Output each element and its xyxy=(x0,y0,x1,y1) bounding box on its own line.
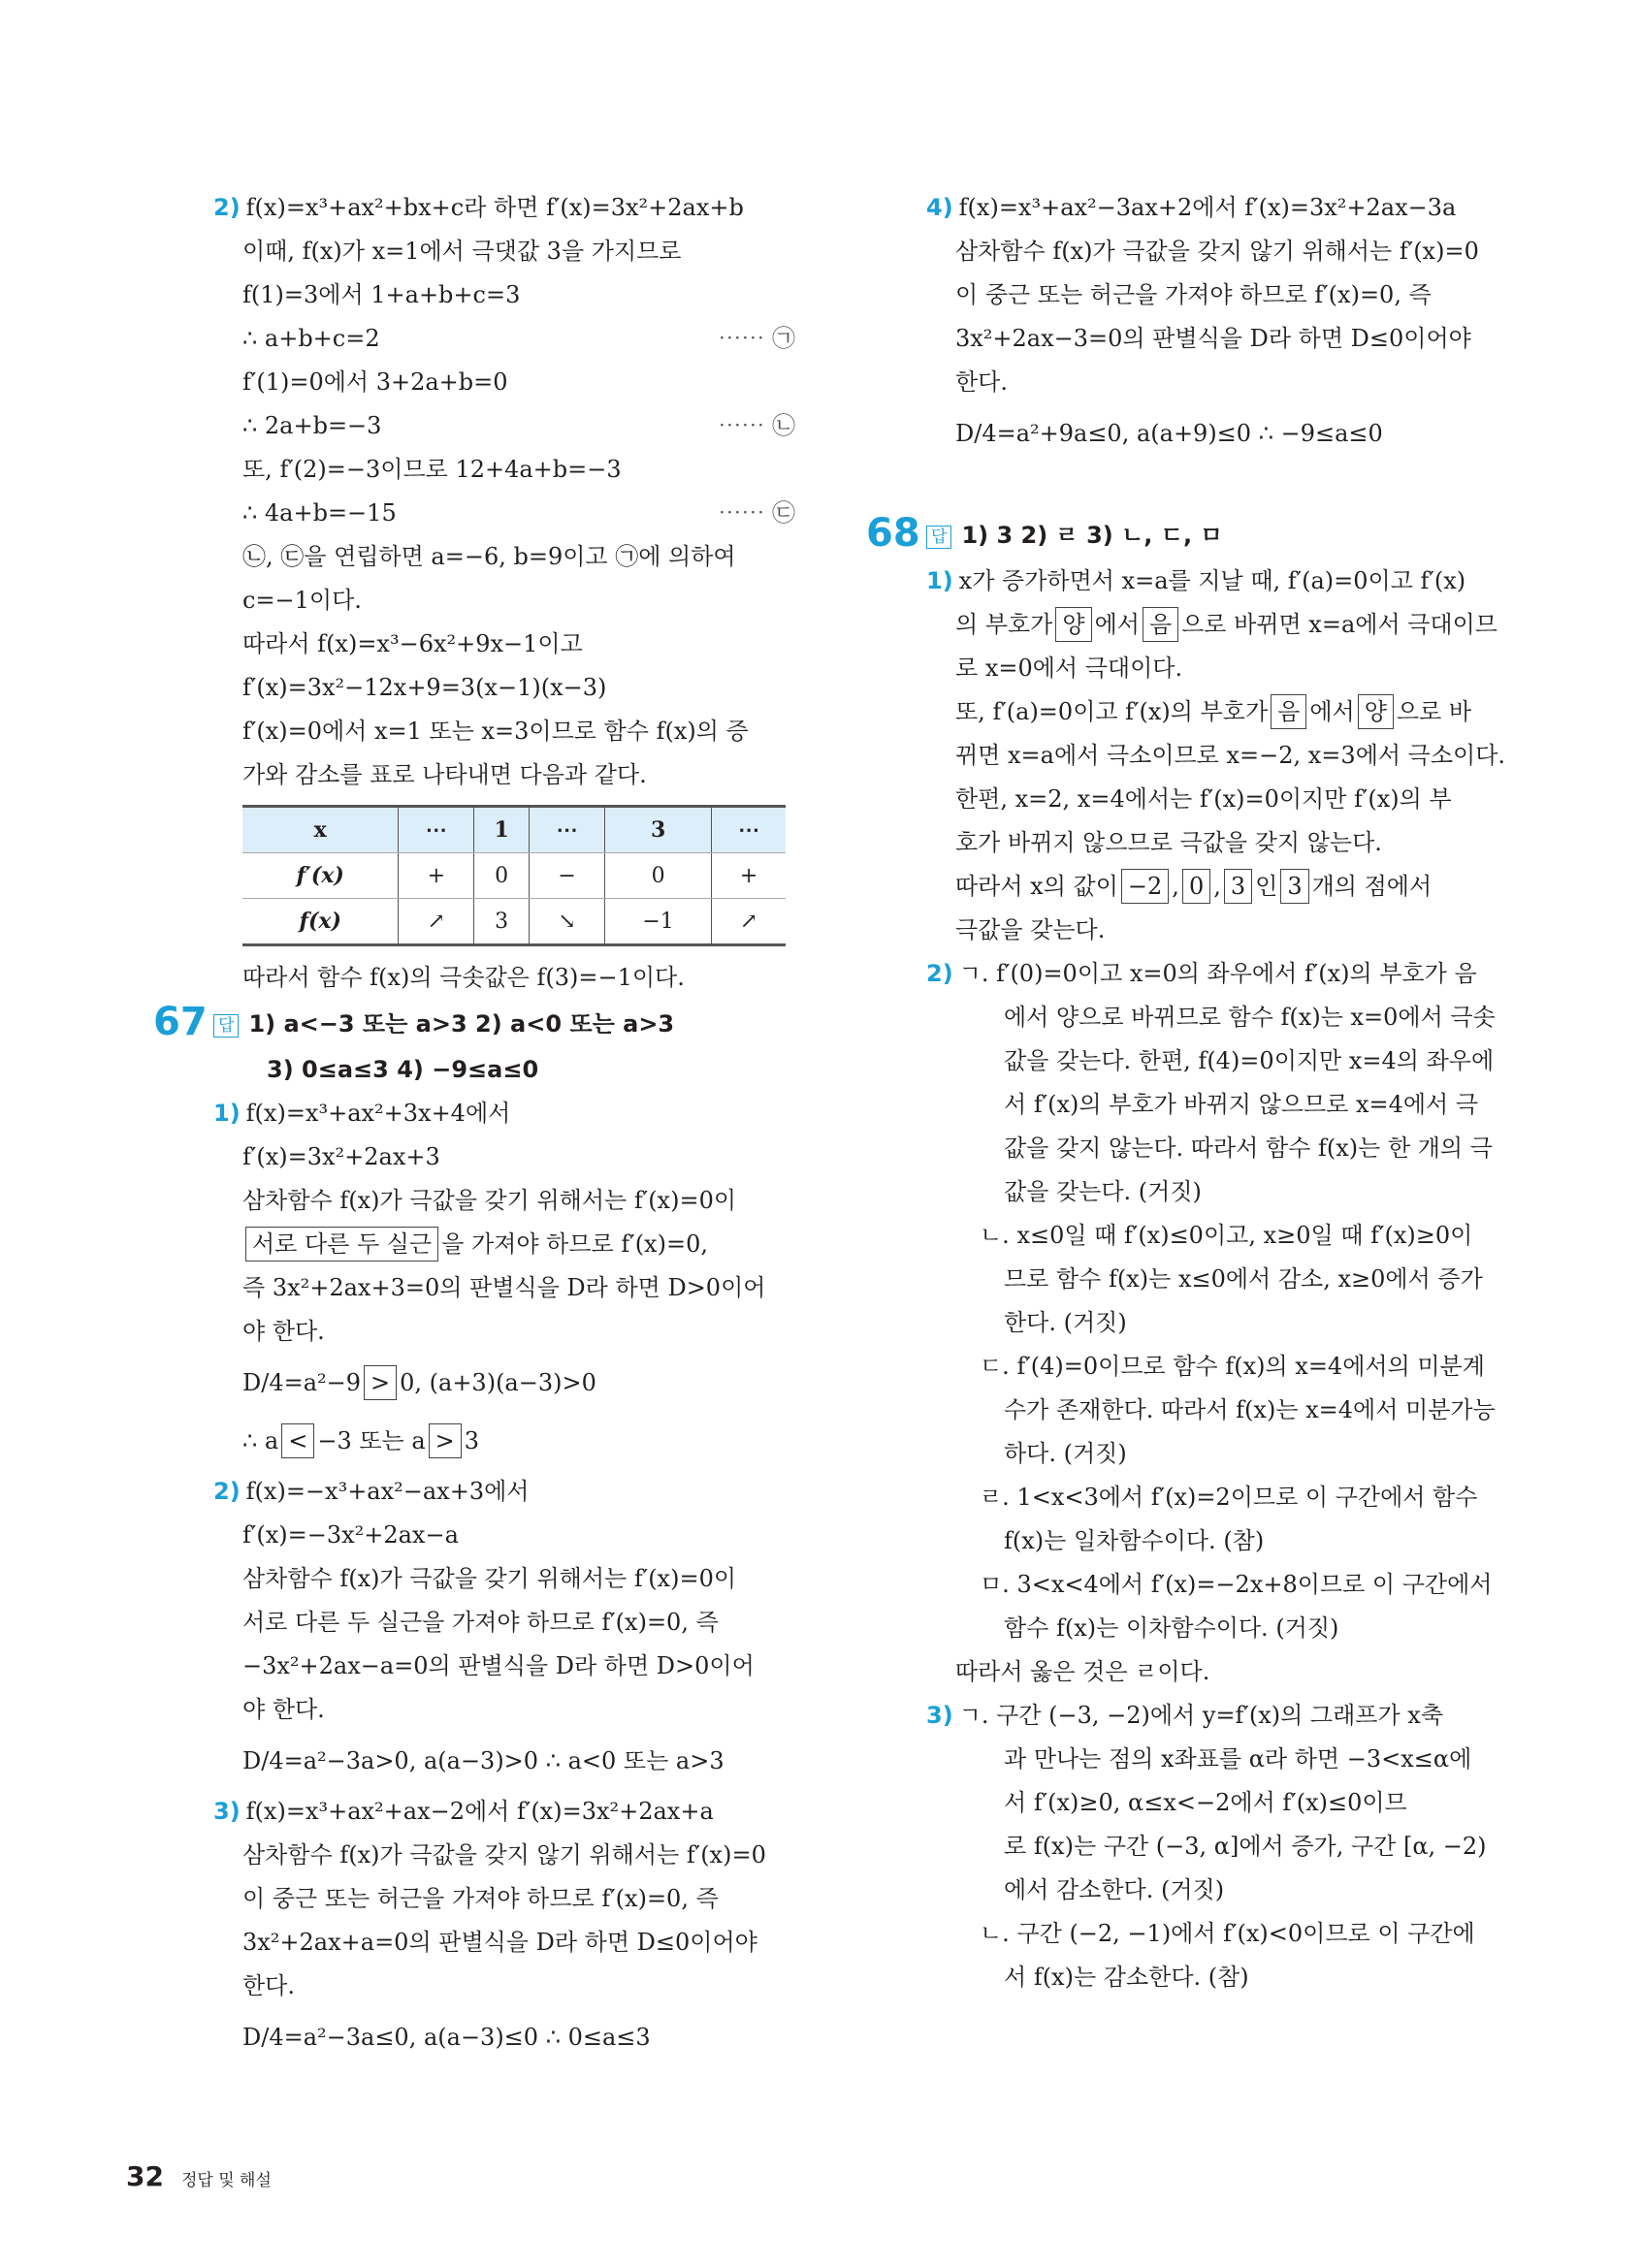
item-number: 1) xyxy=(926,567,953,594)
sol-67-1-line: 1) f(x)=x³+ax²+3x+4에서 xyxy=(213,1100,511,1127)
item-number: 1) xyxy=(213,1100,241,1127)
sol-line: 서로 다른 두 실근을 가져야 하므로 f′(x)=0, 즉 xyxy=(242,1609,719,1636)
sol-line: ㅁ. 3<x<4에서 f′(x)=−2x+8이므로 이 구간에서 xyxy=(980,1571,1493,1598)
sol-67-4-line: 4) f(x)=x³+ax²−3ax+2에서 f′(x)=3x²+2ax−3a xyxy=(926,194,1457,221)
sol-line: 값을 갖지 않는다. 따라서 함수 f(x)는 한 개의 극 xyxy=(1004,1134,1493,1162)
sol-line: D/4=a²−9 > 0, (a+3)(a−3)>0 xyxy=(213,1354,795,1412)
sol-line: −3x²+2ax−a=0의 판별식을 D라 하면 D>0이어 xyxy=(242,1652,755,1679)
blank-box: < xyxy=(281,1423,314,1458)
sol-line: 므로 함수 f(x)는 x≤0에서 감소, x≥0에서 증가 xyxy=(1004,1265,1483,1293)
table-cell: + xyxy=(712,853,786,899)
item-number: 2) xyxy=(213,1478,241,1505)
blank-box: 3 xyxy=(1224,869,1252,904)
sol-line: 따라서 x의 값이 −2 , 0 , 3 인 3 개의 점에서 xyxy=(926,865,1508,909)
sol-line: 서 f(x)는 감소한다. (참) xyxy=(1004,1964,1249,1991)
table-cell: f′(x) xyxy=(242,853,399,899)
table-header-row xyxy=(242,807,786,853)
sol-line: 함수 f(x)는 이차함수이다. (거짓) xyxy=(1004,1614,1339,1642)
table-cell: 3 xyxy=(604,807,711,853)
sol-line: 극값을 갖는다. xyxy=(955,916,1106,943)
sol-line: 호가 바뀌지 않으므로 극값을 갖지 않는다. xyxy=(955,829,1382,856)
sol-line: ∴ a+b+c=2 ⋯⋯ ㉠ xyxy=(213,317,795,361)
table-row xyxy=(242,899,786,945)
sol-line: 3x²+2ax+a=0의 판별식을 D라 하면 D≤0이어야 xyxy=(242,1929,757,1956)
problem-number: 67 xyxy=(153,1000,208,1044)
sol-line: 서로 다른 두 실근 을 가져야 하므로 f′(x)=0, xyxy=(213,1223,795,1266)
table-cell: 0 xyxy=(474,853,530,899)
sol-line: D/4=a²+9a≤0, a(a+9)≤0 ∴ −9≤a≤0 xyxy=(955,420,1383,447)
sol-line: 의 부호가 양 에서 음 으로 바뀌면 x=a에서 극대이므 xyxy=(926,603,1508,647)
sol-line: 야 한다. xyxy=(242,1696,325,1723)
sol-line: f′(x)=−3x²+2ax−a xyxy=(242,1521,459,1549)
sol-line: f′(x)=0에서 x=1 또는 x=3이므로 함수 f(x)의 증 xyxy=(242,718,749,745)
sol-line: f′(x)=3x²+2ax+3 xyxy=(242,1143,440,1170)
sol-line: ∴ a < −3 또는 a > 3 xyxy=(213,1412,795,1470)
answer-tag: 답 xyxy=(926,526,951,549)
blank-box: 3 xyxy=(1280,869,1308,904)
sol-line: 한편, x=2, x=4에서는 f′(x)=0이지만 f′(x)의 부 xyxy=(955,785,1452,813)
sol-line: D/4=a²−3a>0, a(a−3)>0 ∴ a<0 또는 a>3 xyxy=(242,1747,724,1774)
table-cell: 1 xyxy=(474,807,530,853)
answer-text: 1) 3 2) ㄹ 3) ㄴ, ㄷ, ㅁ xyxy=(961,522,1223,549)
left-column xyxy=(153,186,795,2066)
blank-box: 음 xyxy=(1143,607,1178,642)
sol-line: 하다. (거짓) xyxy=(1004,1440,1127,1467)
sol-66-2-line: 2) f(x)=x³+ax²+bx+c라 하면 f′(x)=3x²+2ax+b xyxy=(213,194,744,221)
sol-68-2-line: 2) ㄱ. f′(0)=0이고 x=0의 좌우에서 f′(x)의 부호가 음 xyxy=(926,960,1477,987)
sol-line: ㉡, ㉢을 연립하면 a=−6, b=9이고 ㉠에 의하여 xyxy=(242,543,736,570)
sol-line: 이때, f(x)가 x=1에서 극댓값 3을 가지므로 xyxy=(242,238,682,265)
sol-line: 한다. xyxy=(955,368,1008,396)
sol-67-2-line: 2) f(x)=−x³+ax²−ax+3에서 xyxy=(213,1478,530,1505)
sol-line: ∴ 4a+b=−15 ⋯⋯ ㉢ xyxy=(213,492,795,535)
sol-line: f′(x)=3x²−12x+9=3(x−1)(x−3) xyxy=(242,674,607,701)
blank-box: > xyxy=(364,1365,397,1400)
item-number: 3) xyxy=(926,1702,953,1729)
sol-line: 따라서 f(x)=x³−6x²+9x−1이고 xyxy=(242,630,583,657)
sol-line: 삼차함수 f(x)가 극값을 갖기 위해서는 f′(x)=0이 xyxy=(242,1187,737,1214)
item-number: 3) xyxy=(213,1798,241,1825)
sol-line: 로 x=0에서 극대이다. xyxy=(955,655,1183,682)
table-cell: x xyxy=(242,807,399,853)
page-footer xyxy=(126,2160,272,2192)
problem-67-answer xyxy=(153,1000,795,1048)
table-cell: 3 xyxy=(474,899,530,945)
sol-68-3-line: 3) ㄱ. 구간 (−3, −2)에서 y=f′(x)의 그래프가 x축 xyxy=(926,1702,1444,1729)
sol-line: ㄴ. x≤0일 때 f′(x)≤0이고, x≥0일 때 f′(x)≥0이 xyxy=(980,1222,1473,1249)
sol-line: ∴ 2a+b=−3 ⋯⋯ ㉡ xyxy=(213,404,795,448)
sol-line: 가와 감소를 표로 나타내면 다음과 같다. xyxy=(242,761,647,788)
sol-68-1-line: 1) x가 증가하면서 x=a를 지날 때, f′(a)=0이고 f′(x) xyxy=(926,567,1466,594)
blank-box: −2 xyxy=(1121,869,1169,904)
equation-mark: ⋯⋯ ㉡ xyxy=(718,412,795,439)
blank-box: 0 xyxy=(1182,869,1210,904)
right-column xyxy=(866,186,1508,1999)
table-cell: ↗ xyxy=(399,899,474,945)
sol-line: 또, f′(a)=0이고 f′(x)의 부호가 음 에서 양 으로 바 xyxy=(926,690,1508,734)
sol-67-3-line: 3) f(x)=x³+ax²+ax−2에서 f′(x)=3x²+2ax+a xyxy=(213,1798,714,1825)
sol-line: 한다. (거짓) xyxy=(1004,1309,1127,1336)
sol-line: 따라서 함수 f(x)의 극솟값은 f(3)=−1이다. xyxy=(242,964,685,991)
equation-mark: ⋯⋯ ㉠ xyxy=(718,325,795,352)
table-cell: f(x) xyxy=(242,899,399,945)
table-cell: ⋯ xyxy=(399,807,474,853)
sol-line: c=−1이다. xyxy=(242,587,362,614)
sol-line: 또, f′(2)=−3이므로 12+4a+b=−3 xyxy=(242,456,622,483)
item-number: 2) xyxy=(926,960,953,987)
sol-line: f′(1)=0에서 3+2a+b=0 xyxy=(242,368,508,396)
sol-line: 따라서 옳은 것은 ㄹ이다. xyxy=(955,1658,1210,1685)
sol-line: 값을 갖는다. (거짓) xyxy=(1004,1178,1202,1205)
sol-line: 에서 감소한다. (거짓) xyxy=(1004,1876,1225,1903)
sol-line: ㄴ. 구간 (−2, −1)에서 f′(x)<0이므로 이 구간에 xyxy=(980,1920,1475,1947)
sol-line: ㄹ. 1<x<3에서 f′(x)=2이므로 이 구간에서 함수 xyxy=(980,1484,1478,1511)
item-number: 2) xyxy=(213,194,241,221)
sol-line: 수가 존재한다. 따라서 f(x)는 x=4에서 미분가능 xyxy=(1004,1396,1496,1423)
table-cell: ↗ xyxy=(712,899,786,945)
answer-text: 1) a<−3 또는 a>3 2) a<0 또는 a>3 xyxy=(248,1010,675,1038)
table-cell: ⋯ xyxy=(712,807,786,853)
sol-line: 과 만나는 점의 x좌표를 α라 하면 −3<x≤α에 xyxy=(1004,1745,1472,1773)
sol-line: 야 한다. xyxy=(242,1318,325,1345)
sol-line: 삼차함수 f(x)가 극값을 갖기 위해서는 f′(x)=0이 xyxy=(242,1565,737,1592)
footer-label: 정답 및 해설 xyxy=(180,2171,272,2190)
table-cell: ⋯ xyxy=(530,807,605,853)
sol-line: 즉 3x²+2ax+3=0의 판별식을 D라 하면 D>0이어 xyxy=(242,1274,766,1301)
blank-box: 양 xyxy=(1358,694,1394,729)
blank-box: 양 xyxy=(1055,607,1091,642)
equation-mark: ⋯⋯ ㉢ xyxy=(718,499,795,527)
sol-line: 이 중근 또는 허근을 가져야 하므로 f′(x)=0, 즉 xyxy=(955,281,1432,308)
sol-line: f(x)는 일차함수이다. (참) xyxy=(1004,1527,1265,1554)
sol-line: 삼차함수 f(x)가 극값을 갖지 않기 위해서는 f′(x)=0 xyxy=(242,1841,766,1869)
blank-box: 서로 다른 두 실근 xyxy=(245,1227,438,1262)
sol-line: 에서 양으로 바뀌므로 함수 f(x)는 x=0에서 극솟 xyxy=(1004,1004,1496,1031)
sol-line: 삼차함수 f(x)가 극값을 갖지 않기 위해서는 f′(x)=0 xyxy=(955,238,1479,265)
sign-table xyxy=(242,805,786,946)
sol-line: ㄷ. f′(4)=0이므로 함수 f(x)의 x=4에서의 미분계 xyxy=(980,1353,1485,1380)
sol-line: D/4=a²−3a≤0, a(a−3)≤0 ∴ 0≤a≤3 xyxy=(242,2024,651,2051)
page-number: 32 xyxy=(126,2160,164,2192)
sol-line: 서 f′(x)≥0, α≤x<−2에서 f′(x)≤0이므 xyxy=(1004,1789,1407,1816)
problem-68-answer xyxy=(866,511,1508,559)
table-cell: + xyxy=(399,853,474,899)
sol-line: 뀌면 x=a에서 극소이므로 x=−2, x=3에서 극소이다. xyxy=(955,742,1506,769)
answer-tag: 답 xyxy=(213,1014,239,1038)
sol-line: 3x²+2ax−3=0의 판별식을 D라 하면 D≤0이어야 xyxy=(955,325,1471,352)
sol-line: 서 f′(x)의 부호가 바뀌지 않으므로 x=4에서 극 xyxy=(1004,1091,1479,1118)
problem-number: 68 xyxy=(866,511,920,556)
blank-box: > xyxy=(429,1423,462,1458)
table-row xyxy=(242,853,786,899)
item-number: 4) xyxy=(926,194,953,221)
sol-line: 한다. xyxy=(242,1972,295,1999)
blank-box: 음 xyxy=(1271,694,1306,729)
table-cell: ↘ xyxy=(530,899,605,945)
sol-line: 이 중근 또는 허근을 가져야 하므로 f′(x)=0, 즉 xyxy=(242,1885,719,1912)
sol-line: f(1)=3에서 1+a+b+c=3 xyxy=(242,281,521,308)
answer-line: 3) 0≤a≤3 4) −9≤a≤0 xyxy=(267,1056,539,1083)
table-cell: − xyxy=(530,853,605,899)
table-cell: 0 xyxy=(604,853,711,899)
table-cell: −1 xyxy=(604,899,711,945)
sol-line: 값을 갖는다. 한편, f(4)=0이지만 x=4의 좌우에 xyxy=(1004,1047,1495,1074)
sol-line: 로 f(x)는 구간 (−3, α]에서 증가, 구간 [α, −2) xyxy=(1004,1833,1487,1860)
